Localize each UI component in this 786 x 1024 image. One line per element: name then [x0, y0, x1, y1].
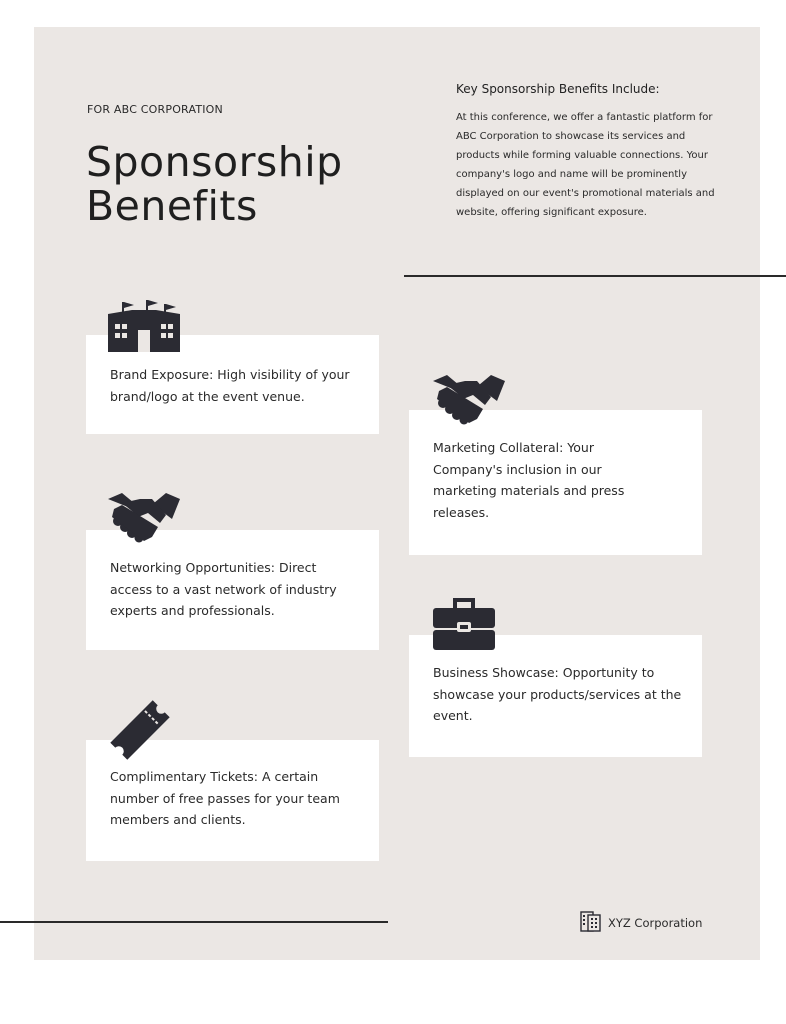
benefit-text-marketing-collateral: Marketing Collateral: Your Company's inclusion in our marketing materials and press releases. [433, 440, 625, 520]
office-building-icon [580, 909, 602, 937]
briefcase-icon [433, 596, 495, 650]
handshake-icon [108, 493, 180, 543]
eyebrow-label: FOR ABC CORPORATION [87, 103, 223, 116]
bottom-divider [0, 921, 388, 923]
benefit-text-brand-exposure: Brand Exposure: High visibility of your brand/logo at the event venue. [110, 367, 350, 404]
key-benefits-heading: Key Sponsorship Benefits Include: [456, 82, 660, 96]
key-benefits-body: At this conference, we offer a fantastic platform for ABC Corporation to showcase its services and products while forming valuable connections. Your company's logo and name will be prominently displayed on our event's promotional materials and website, offering significant exposure. [456, 112, 715, 218]
venue-building-icon [108, 300, 182, 352]
benefit-text-tickets: Complimentary Tickets: A certain number of free passes for your team members and clients. [110, 769, 340, 827]
benefit-text-business-showcase: Business Showcase: Opportunity to showcase your products/services at the event. [433, 665, 682, 723]
title-line-1: Sponsorship [86, 138, 343, 186]
benefit-text-networking: Networking Opportunities: Direct access to a vast network of industry experts and professionals. [110, 560, 337, 618]
page-title [86, 140, 343, 228]
title-line-2: Benefits [86, 182, 258, 230]
footer-company-name: XYZ Corporation [608, 916, 703, 930]
handshake-icon [433, 375, 505, 425]
top-divider [404, 275, 786, 277]
ticket-icon [108, 698, 172, 762]
footer-company [580, 909, 702, 937]
